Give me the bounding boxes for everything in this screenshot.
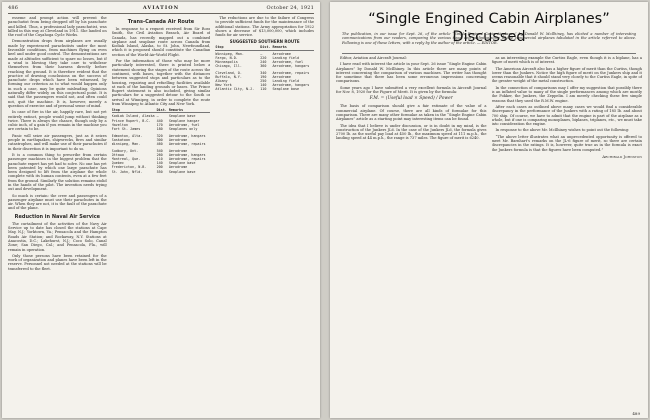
- schedule-row: Ottawa 260 Aerodrome, hangars: [111, 153, 206, 158]
- schedule-row: Winnipeg, Man. — Aerodrome: [215, 51, 291, 56]
- schedule-header: Stop Dist. Remarks: [112, 108, 211, 113]
- paragraph: I have read with interest the article in your Sept. 26 issue “Single Engine Cabin Airplanes” by Donald W. McIlhiney. In this article there are many points of interest concerning the comparison of various machines. The writer has thought for sometime that there has been some erroneous impressions concerning comparisons.: [336, 62, 487, 84]
- page-number: 486: [8, 5, 19, 11]
- right-column-1: [336, 56, 487, 410]
- issue-date: October 24, 1921: [266, 5, 314, 11]
- schedule-row: Chicago, Ill. 360 Aerodrome, hangars: [215, 63, 310, 68]
- left-columns: [8, 16, 314, 410]
- schedule-row: Edmonton, Alta. 320 Aerodrome, hangars: [111, 133, 206, 138]
- schedule-row: Quebec 140 Seaplane base: [111, 161, 196, 166]
- right-column-2: [492, 56, 643, 410]
- paragraph: Demonstration drops from airplanes are usually made by experienced parachutists under the most favorable conditions, from machines flying on even keel and under good control. The demonstrations are made at altitudes sufficient to spare no losses, but if a wind is blowing they take care to withdraw themselves from their harness directly before reaching the ground. It is therefore evident that the practice of drawing conclusions on the success of parachute drops which have been witnessed, by forming our criterion as to what would happen only in such a case, may be quite misleading. Opinions naturally differ widely on this conjectural point. It is said that the passengers would not, and often could not, quit the machine. It is, however, merely a question of exercise and of personal sense of mind.: [8, 39, 107, 108]
- paragraph: Panic will seize air passengers, just as it seizes people in earthquakes, shipwrecks, fires and similar catastrophes, and will make use of their parachutes if in their discretion it is important to do so.: [8, 133, 107, 151]
- paragraph: It is a common thing to prescribe from certain passenger machines in the biggest problem that the parachute expert has yet had to solve. No one has yet been patented by which one large parachute has been designed to lift from the airplane the whole complete with its human contents, even at a few feet from the ground. Similarly the solution remains stolid in the hands of the pilot. The invention needs trying out and development.: [8, 152, 107, 192]
- schedule-row: Kodiak Island, Alaska — Seaplane base: [111, 114, 196, 119]
- paragraph: The basis of comparison should give a fair estimate of the value of a commercial airplane. Of course, there are all kinds of formulae for this comparison. There are many other formulae as taken in the “Single Engine Cabin Airplanes” article as a starting point may interesting items can be found.: [336, 104, 487, 122]
- paragraph: In response to a request received from Sir Ross Smith, the Civil Aviation Branch, Air Board of Canada, has recently mapped out a combined airplane and seaplane route across Canada from Kodiak Island, Alaska, to St. John, Newfoundland, which it is proposed should constitute the Canadian section of the World-Air-World Flight.: [111, 27, 211, 57]
- paragraph: After each cases as outlined above many cases we would find a considerable discrepancy in the performance of the Junkers with a rating of 185 lb. and about 700 ship. Of course, we have to admit that the engine is part of the airplane as a whole, but if one is comparing monoplanes, biplanes, triplanes, etc., we must take into consideration the engine.: [491, 104, 642, 127]
- article-title: “Single Engined Cabin Airplanes” Discussed: [368, 11, 610, 45]
- paragraph: For the information of those who may be more particularly interested, there is printed below a statement showing the stages of the route across the continent, with bases, together with the distances between suggested stops and particulars as to the housing, repairing and refuelling facilities available at each of the landing grounds or bases. The Prince Rupert statement is also included, giving similar particulars for a suggested detour to the South or arrival at Winnipeg, in order to complete the route from Winnipeg to Atlantic City and New York.: [111, 59, 211, 107]
- right-columns: [336, 56, 642, 410]
- paragraph: In the connection of comparisons may I offer my suggestion that possibly there is an inflated value to many of the single performances among which are mostly the Fokker, the Junkers, the Zeppelin. I am merely checking these few simple reasons that they used the R.M.W. engine.: [491, 85, 642, 103]
- paragraph: The curtailment of the activities of the Navy Air Service up to date has closed the stations at Cape May, N.J.; Yorktown, Va.; Pensacola and the Hampton Roads Air Station; and Rockaway, N.Y. Stations at Anacostia, D.C.; Lakehurst, N.J.; Coco Solo, Canal Zone; San Diego, Cal.; and Pensacola, Fla., will remain in operation.: [8, 221, 107, 252]
- schedule-header: Stop Dist. Remarks: [215, 45, 314, 50]
- schedule-row: Prince Rupert, B.C. 440 Seaplane hangar: [111, 118, 200, 123]
- paragraph: In case of fire in the air, happily rare, but not yet entirely extinct, people would jump without thinking twice. There is always the chance, though only by a cubic inch, of a gain if you remain in the machine you are certain to be.: [8, 110, 107, 132]
- paragraph: The reductions are due to the failure of Congress to provide sufficient funds for the maintenance of the additional stations. The Army appropriation for 1922 shows a decrease of $13,000,000, which includes funds for air service.: [215, 16, 315, 38]
- paragraph: esseme and prompt action will prevent the parachutist from being dropped off by his parachute and killed. Thus, a professional lady parachutist, was killed in this way at Cleveland in 1911. She landed on the roof of the Cuyahoga Cycle Works.: [8, 16, 107, 38]
- left-page: [2, 2, 320, 418]
- left-column-1: [8, 16, 107, 410]
- paragraph: So much is certain: the crew and passengers of a passenger airplane must use their parachutes in the air. When they are not, it is the fault of the parachute and of the plane.: [8, 193, 107, 211]
- schedule-row: Albany 250 Landing field: [215, 79, 300, 84]
- schedule-row: Montreal, Que. 110 Aerodrome, repairs: [111, 157, 206, 162]
- paragraph: Only those persons have been retained for the work of organization and planes have been left in the reserve. Personnel not needed at the stations will be transferred to the fleet.: [8, 253, 107, 271]
- left-page-header: [8, 5, 314, 13]
- author-signature: Archibald Johnston: [602, 153, 642, 159]
- schedule-row: St. John, Nfld. 550 Seaplane base: [111, 169, 196, 174]
- route-schedule: [215, 45, 314, 91]
- schedule-row: Cleveland, O. 340 Aerodrome, repairs: [215, 70, 310, 75]
- paragraph: In response to the above Mr. McIlhiney wishes to point out the following:: [495, 128, 630, 133]
- route-schedule: [112, 108, 211, 173]
- paragraph: Editor, Aviation and Aircraft Journal:: [340, 56, 407, 60]
- running-title: AVIATION: [142, 5, 180, 11]
- figure-of-merit-formula: F.M. = (Useful load × Speed) / Power: [369, 96, 453, 102]
- schedule-row: Fredericton, N.B. 200 Aerodrome: [111, 165, 188, 170]
- schedule-row: Saskatoon 300 Aerodrome: [111, 137, 188, 142]
- left-column-2: [112, 16, 211, 410]
- schedule-row: Buffalo, N.Y. 190 Aerodrome: [215, 75, 291, 80]
- paragraph: “The above letter illustrates what an unprecedented opportunity is offered to meet Mr. Barnhart’s remarks on the JL-6 figure of merit, so there are certain discrepancies in the ratings. It is, however, quite true as in the formula is exact the Junkers formula is that the figures have been computed.”: [491, 134, 642, 152]
- schedule-row: Winnipeg, Man. 460 Aerodrome, repairs: [111, 142, 206, 146]
- schedule-row: Minneapolis 240 Aerodrome, fuel: [215, 59, 304, 64]
- schedule-row: Sudbury, Ont. 540 Aerodrome: [111, 149, 188, 154]
- editor-intro: The publication, in our issue for Sept. 26, of the article “Single Engined Cabin Airplanes” by Donald W. McIlhiney, has elicited a number of interesting communications from our readers, comparing the various types and outlining some of the commercial airplanes tabulated in the article referred to above. Following is one of these letters, with a reply by the author of the article. — EDITOR.: [342, 32, 636, 45]
- intro-rule: [342, 53, 636, 54]
- schedule-row: Atlantic City, N.J. 110 Seaplane base: [215, 87, 300, 92]
- footer-page-number: 489: [632, 411, 640, 416]
- schedule-row: Hazelton 170 Aerodrome, fuel: [111, 122, 200, 127]
- sub-title: SUGGESTED SOUTHERN ROUTE: [229, 39, 300, 45]
- paragraph: The American Aircraft also has a higher figure of merit than the Curtiss, though lower than the Junkers. Notice the high figure of merit on the Junkers ship and it seems reasonable that it should stand very closely to the Curtiss Eagle, in spite of the greater weight of the metal construction.: [491, 66, 642, 84]
- paragraph: Some years ago I have submitted a very excellent formula in Aircraft Journal for Nov. 8, 1920 for the Figure of Merit. It is given by the formula:: [336, 85, 487, 95]
- section-title: Trans-Canada Air Route: [127, 19, 195, 25]
- header-rule: [8, 13, 314, 14]
- right-page: [330, 2, 648, 418]
- section-title: Reduction in Naval Air Service: [14, 213, 101, 220]
- schedule-row: Fort St. James 180 Seaplanes only: [111, 126, 198, 131]
- paragraph: The idea that I believe is under discussion, or is in doubt in my mind, is the construction of the Junkers JL6. In the case of the Junkers JL6, the formula gives 2700 lb. as the useful pay load at 450 lb., the maximum speed at 111 m.p.h., the landing speed at 44 m.p.h., the range is 737 miles. The figure of merit is 6240.: [336, 123, 487, 141]
- paragraph: as an interesting example the Curtiss Eagle, even though it is a biplane, has a figure of merit which is of interest.: [491, 56, 642, 65]
- schedule-row: Fargo, N.D. 220 Landing field: [215, 55, 300, 60]
- left-column-3: [215, 16, 314, 410]
- schedule-row: New York 140 Aerodrome, hangars: [215, 83, 310, 88]
